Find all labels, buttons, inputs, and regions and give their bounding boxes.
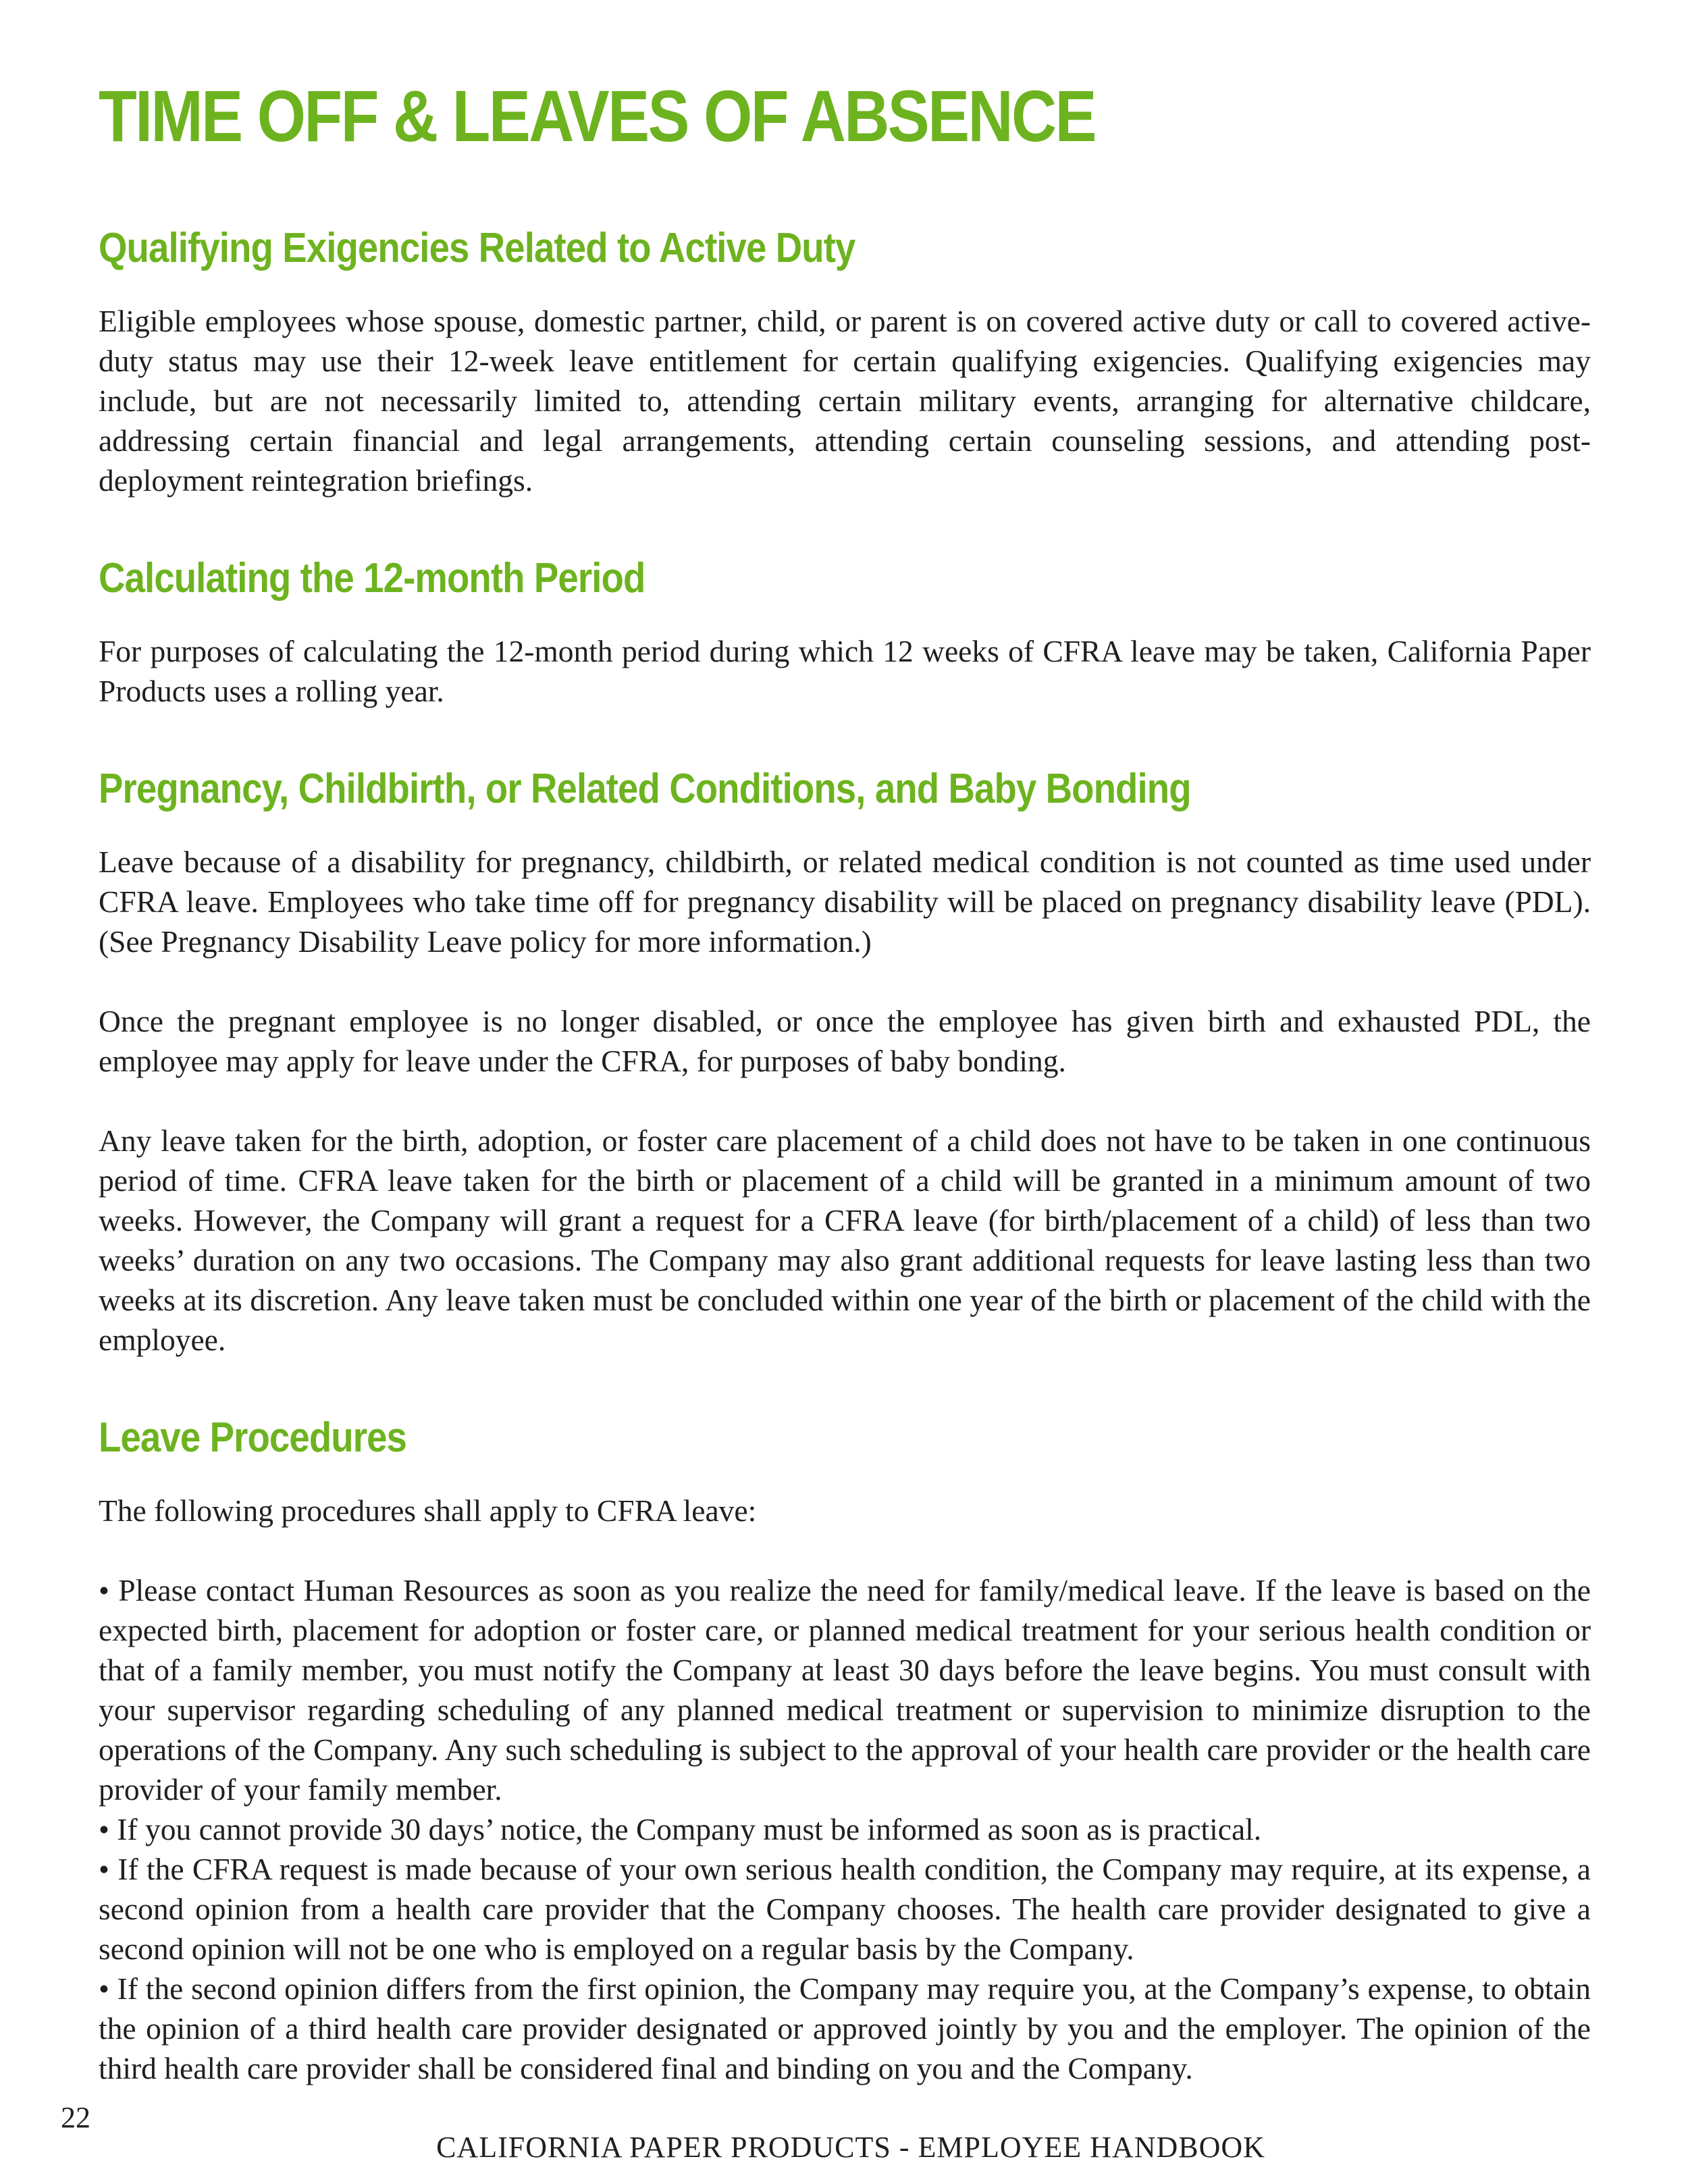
paragraph: Any leave taken for the birth, adoption, or foster care placement of a child does not have to be taken in one continuous period of time. CFRA leave taken for the birth or placement of a child will be granted in a minimum amount of two weeks. However, the Company will grant a request for a CFRA leave (for birth/placement of a child) of less than two weeks’ duration on any two occasions. The Company may also grant additional requests for leave lasting less than two weeks at its discretion. Any leave taken must be concluded within one year of the birth or placement of the child with the employee.: [99, 1123, 1591, 1357]
paragraph: Leave because of a disability for pregnancy, childbirth, or related medical condition is not counted as time used under CFRA leave. Employees who take time off for pregnancy disability will be placed on pregnancy disability leave (PDL). (See Pregnancy Disability Leave policy for more information.): [99, 845, 1591, 959]
page-title: TIME OFF & LEAVES OF ABSENCE: [99, 75, 1095, 157]
paragraph: Eligible employees whose spouse, domestic partner, child, or parent is on covered active duty or call to covered active-duty status may use their 12-week leave entitlement for certain qualifying exigencies. Qualifying exigencies may include, but are not necessarily limited to, attending certain military events, arranging for alternative childcare, addressing certain financial and legal arrangements, attending certain counseling sessions, and attending post-deployment reintegration briefings.: [99, 304, 1591, 498]
section-heading-qualifying-exigencies: Qualifying Exigencies Related to Active Duty: [99, 225, 855, 271]
section-heading-leave-procedures: Leave Procedures: [99, 1414, 407, 1461]
document-body: [99, 220, 1591, 2088]
paragraph: For purposes of calculating the 12-month period during which 12 weeks of CFRA leave may be taken, California Paper Products uses a rolling year.: [99, 634, 1591, 708]
paragraph: Once the pregnant employee is no longer disabled, or once the employee has given birth and exhausted PDL, the employee may apply for leave under the CFRA, for purposes of baby bonding.: [99, 1004, 1591, 1078]
list-item: • If the second opinion differs from the first opinion, the Company may require you, at the Company’s expense, to obtain the opinion of a third health care provider designated or approved jointly by you and the employer. The opinion of the third health care provider shall be considered final and binding on you and the Company.: [99, 1971, 1591, 2085]
section-heading-calculating-period: Calculating the 12-month Period: [99, 555, 645, 602]
footer: CALIFORNIA PAPER PRODUCTS - EMPLOYEE HANDBOOK: [436, 2131, 1265, 2164]
list-item: • Please contact Human Resources as soon as you realize the need for family/medical leave. If the leave is based on the expected birth, placement for adoption or foster care, or planned medical treatment for your serious health condition or that of a family member, you must notify the Company at least 30 days before the leave begins. You must consult with your supervisor regarding scheduling of any planned medical treatment or supervision to minimize disruption to the operations of the Company. Any such scheduling is subject to the approval of your health care provider or the health care provider of your family member.: [99, 1573, 1591, 1807]
section-heading-pregnancy: Pregnancy, Childbirth, or Related Conditions, and Baby Bonding: [99, 766, 1191, 812]
list-item: • If the CFRA request is made because of your own serious health condition, the Company may require, at its expense, a second opinion from a health care provider that the Company chooses. The health care provider designated to give a second opinion will not be one who is employed on a regular basis by the Company.: [99, 1852, 1591, 1966]
paragraph: The following procedures shall apply to CFRA leave:: [99, 1493, 757, 1528]
list-item: • If you cannot provide 30 days’ notice, the Company must be informed as soon as is practical.: [99, 1812, 1262, 1846]
page-number: 22: [61, 2101, 90, 2134]
procedures-list: [99, 1570, 1591, 2088]
